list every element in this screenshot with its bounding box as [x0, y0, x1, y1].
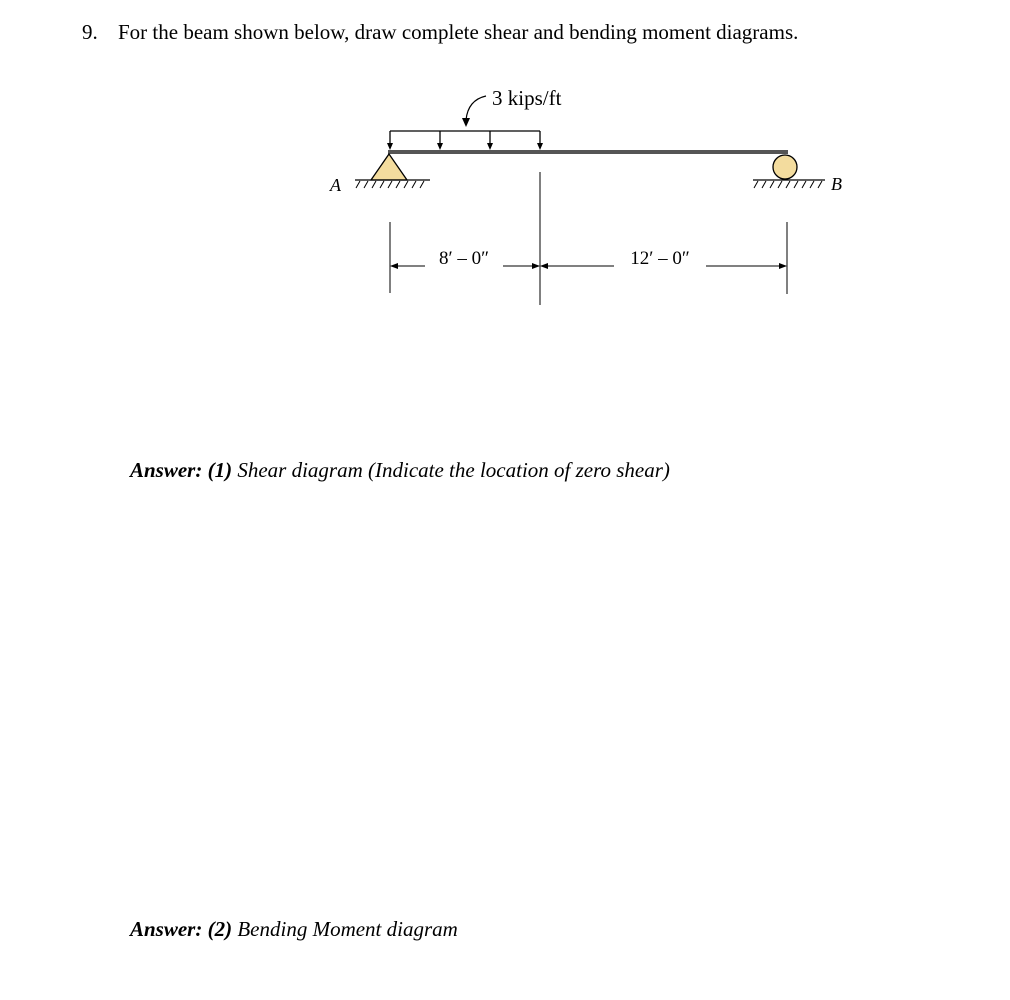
load-leader-arrow-icon	[462, 118, 470, 127]
answer-shear-diagram	[130, 458, 670, 483]
load-leader-line	[466, 96, 486, 120]
dimension-label-12ft: 12′ – 0″	[630, 248, 690, 269]
question-body: For the beam shown below, draw complete shear and bending moment diagrams.	[118, 20, 799, 44]
beam-diagram	[0, 0, 1010, 440]
answer-moment-diagram	[130, 917, 458, 942]
answer-1-prefix: Answer: (1)	[130, 458, 233, 482]
pin-support-a	[355, 154, 430, 188]
beam	[388, 150, 788, 154]
support-a-label: A	[330, 175, 341, 195]
answer-1-text: Shear diagram (Indicate the location of zero shear)	[237, 458, 670, 482]
support-b-label: B	[831, 174, 842, 194]
roller-support-b	[753, 155, 825, 188]
load-label: 3 kips/ft	[492, 86, 562, 110]
dimension-label-8ft: 8′ – 0″	[438, 248, 490, 269]
answer-2-text: Bending Moment diagram	[237, 917, 458, 941]
question-number: 9.	[82, 20, 98, 44]
distributed-load	[387, 131, 543, 150]
answer-2-prefix: Answer: (2)	[130, 917, 233, 941]
